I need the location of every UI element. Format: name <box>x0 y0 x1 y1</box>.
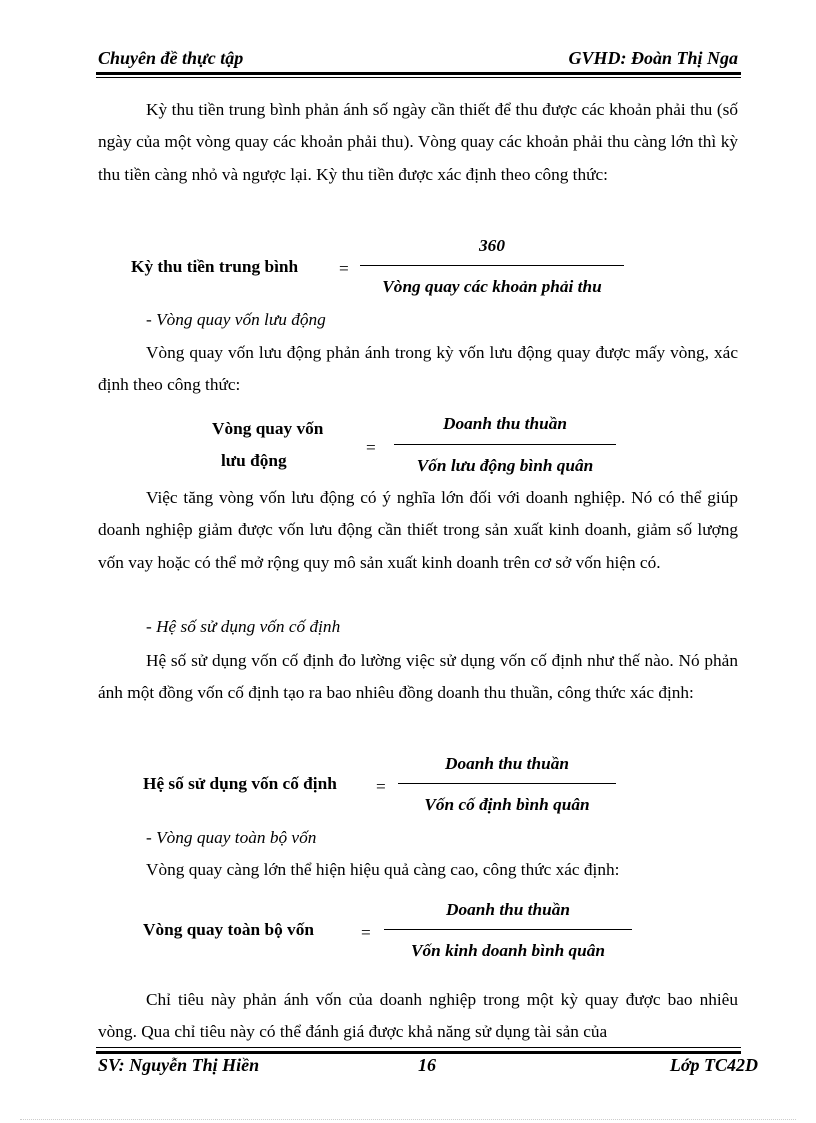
formula3-label: Hệ số sử dụng vốn cố định <box>143 774 337 793</box>
header-supervisor: GVHD: Đoàn Thị Nga <box>568 48 738 68</box>
formula2-numerator: Doanh thu thuần <box>443 414 567 433</box>
paragraph-avg-collection-period: Kỳ thu tiền trung bình phản ánh số ngày cần thiết để thu được các khoản phải thu (số ngày của một vòng quay các khoản phải thu). Vòng quay các khoản phải thu càng lớn thì kỳ thu tiền càng nhỏ và ngược lại. Kỳ thu tiền được xác định theo công thức: <box>98 100 738 184</box>
formula4-fraction-bar <box>384 929 632 930</box>
paragraph-total-capital-turnover: Vòng quay càng lớn thể hiện hiệu quả càng cao, công thức xác định: <box>146 860 620 879</box>
formula4-label: Vòng quay toàn bộ vốn <box>143 920 314 939</box>
subheading-total-capital-turnover: - Vòng quay toàn bộ vốn <box>146 828 317 847</box>
subheading-fixed-capital-usage: - Hệ số sử dụng vốn cố định <box>146 617 341 636</box>
paragraph-working-capital-turnover: Vòng quay vốn lưu động phản ánh trong kỳ vốn lưu động quay được mấy vòng, xác định theo công thức: <box>98 343 738 395</box>
formula2-equals: = <box>366 438 376 457</box>
formula3-equals: = <box>376 777 386 796</box>
footer-rule-thick <box>96 1051 741 1054</box>
footer-student: SV: Nguyễn Thị Hiền <box>98 1055 260 1075</box>
paragraph-indicator-meaning: Chỉ tiêu này phản ánh vốn của doanh nghiệp trong một kỳ quay được bao nhiêu vòng. Qua chỉ tiêu này có thể đánh giá được khả năng sử dụng tài sản của <box>98 990 738 1042</box>
formula1-denominator: Vòng quay các khoản phải thu <box>382 277 602 296</box>
paragraph-fixed-capital-usage: Hệ số sử dụng vốn cố định đo lường việc sử dụng vốn cố định như thế nào. Nó phản ánh một đồng vốn cố định tạo ra bao nhiêu đồng doanh thu thuần, công thức xác định: <box>98 651 738 703</box>
page-edge-divider <box>20 1119 796 1120</box>
footer-class: Lớp TC42D <box>669 1055 758 1075</box>
header-rule-thick <box>96 72 741 75</box>
formula4-equals: = <box>361 923 371 942</box>
header-rule-thin <box>96 77 741 78</box>
formula1-equals: = <box>339 259 349 278</box>
formula3-fraction-bar <box>398 783 616 784</box>
formula4-numerator: Doanh thu thuần <box>446 900 570 919</box>
formula2-fraction-bar <box>394 444 616 445</box>
page-number: 16 <box>418 1055 436 1075</box>
formula4-denominator: Vốn kinh doanh bình quân <box>410 941 606 960</box>
formula3-denominator: Vốn cố định bình quân <box>424 795 590 814</box>
formula2-label-line1: Vòng quay vốn <box>212 419 324 438</box>
formula3-numerator: Doanh thu thuần <box>445 754 569 773</box>
formula2-denominator: Vốn lưu động bình quân <box>416 456 594 475</box>
header-title: Chuyên đề thực tập <box>98 48 244 68</box>
footer-rule-thin <box>96 1047 741 1048</box>
formula1-label: Kỳ thu tiền trung bình <box>131 257 299 276</box>
subheading-working-capital-turnover: - Vòng quay vốn lưu động <box>146 310 326 329</box>
formula1-fraction-bar <box>360 265 624 266</box>
formula2-label-line2: lưu động <box>221 451 287 470</box>
paragraph-turnover-significance: Việc tăng vòng vốn lưu động có ý nghĩa lớn đối với doanh nghiệp. Nó có thể giúp doanh nghiệp giảm được vốn lưu động cần thiết trong sản xuất kinh doanh, giảm số lượng vốn vay hoặc có thể mở rộng quy mô sản xuất kinh doanh trên cơ sở vốn hiện có. <box>98 488 738 572</box>
formula1-numerator: 360 <box>479 236 505 255</box>
